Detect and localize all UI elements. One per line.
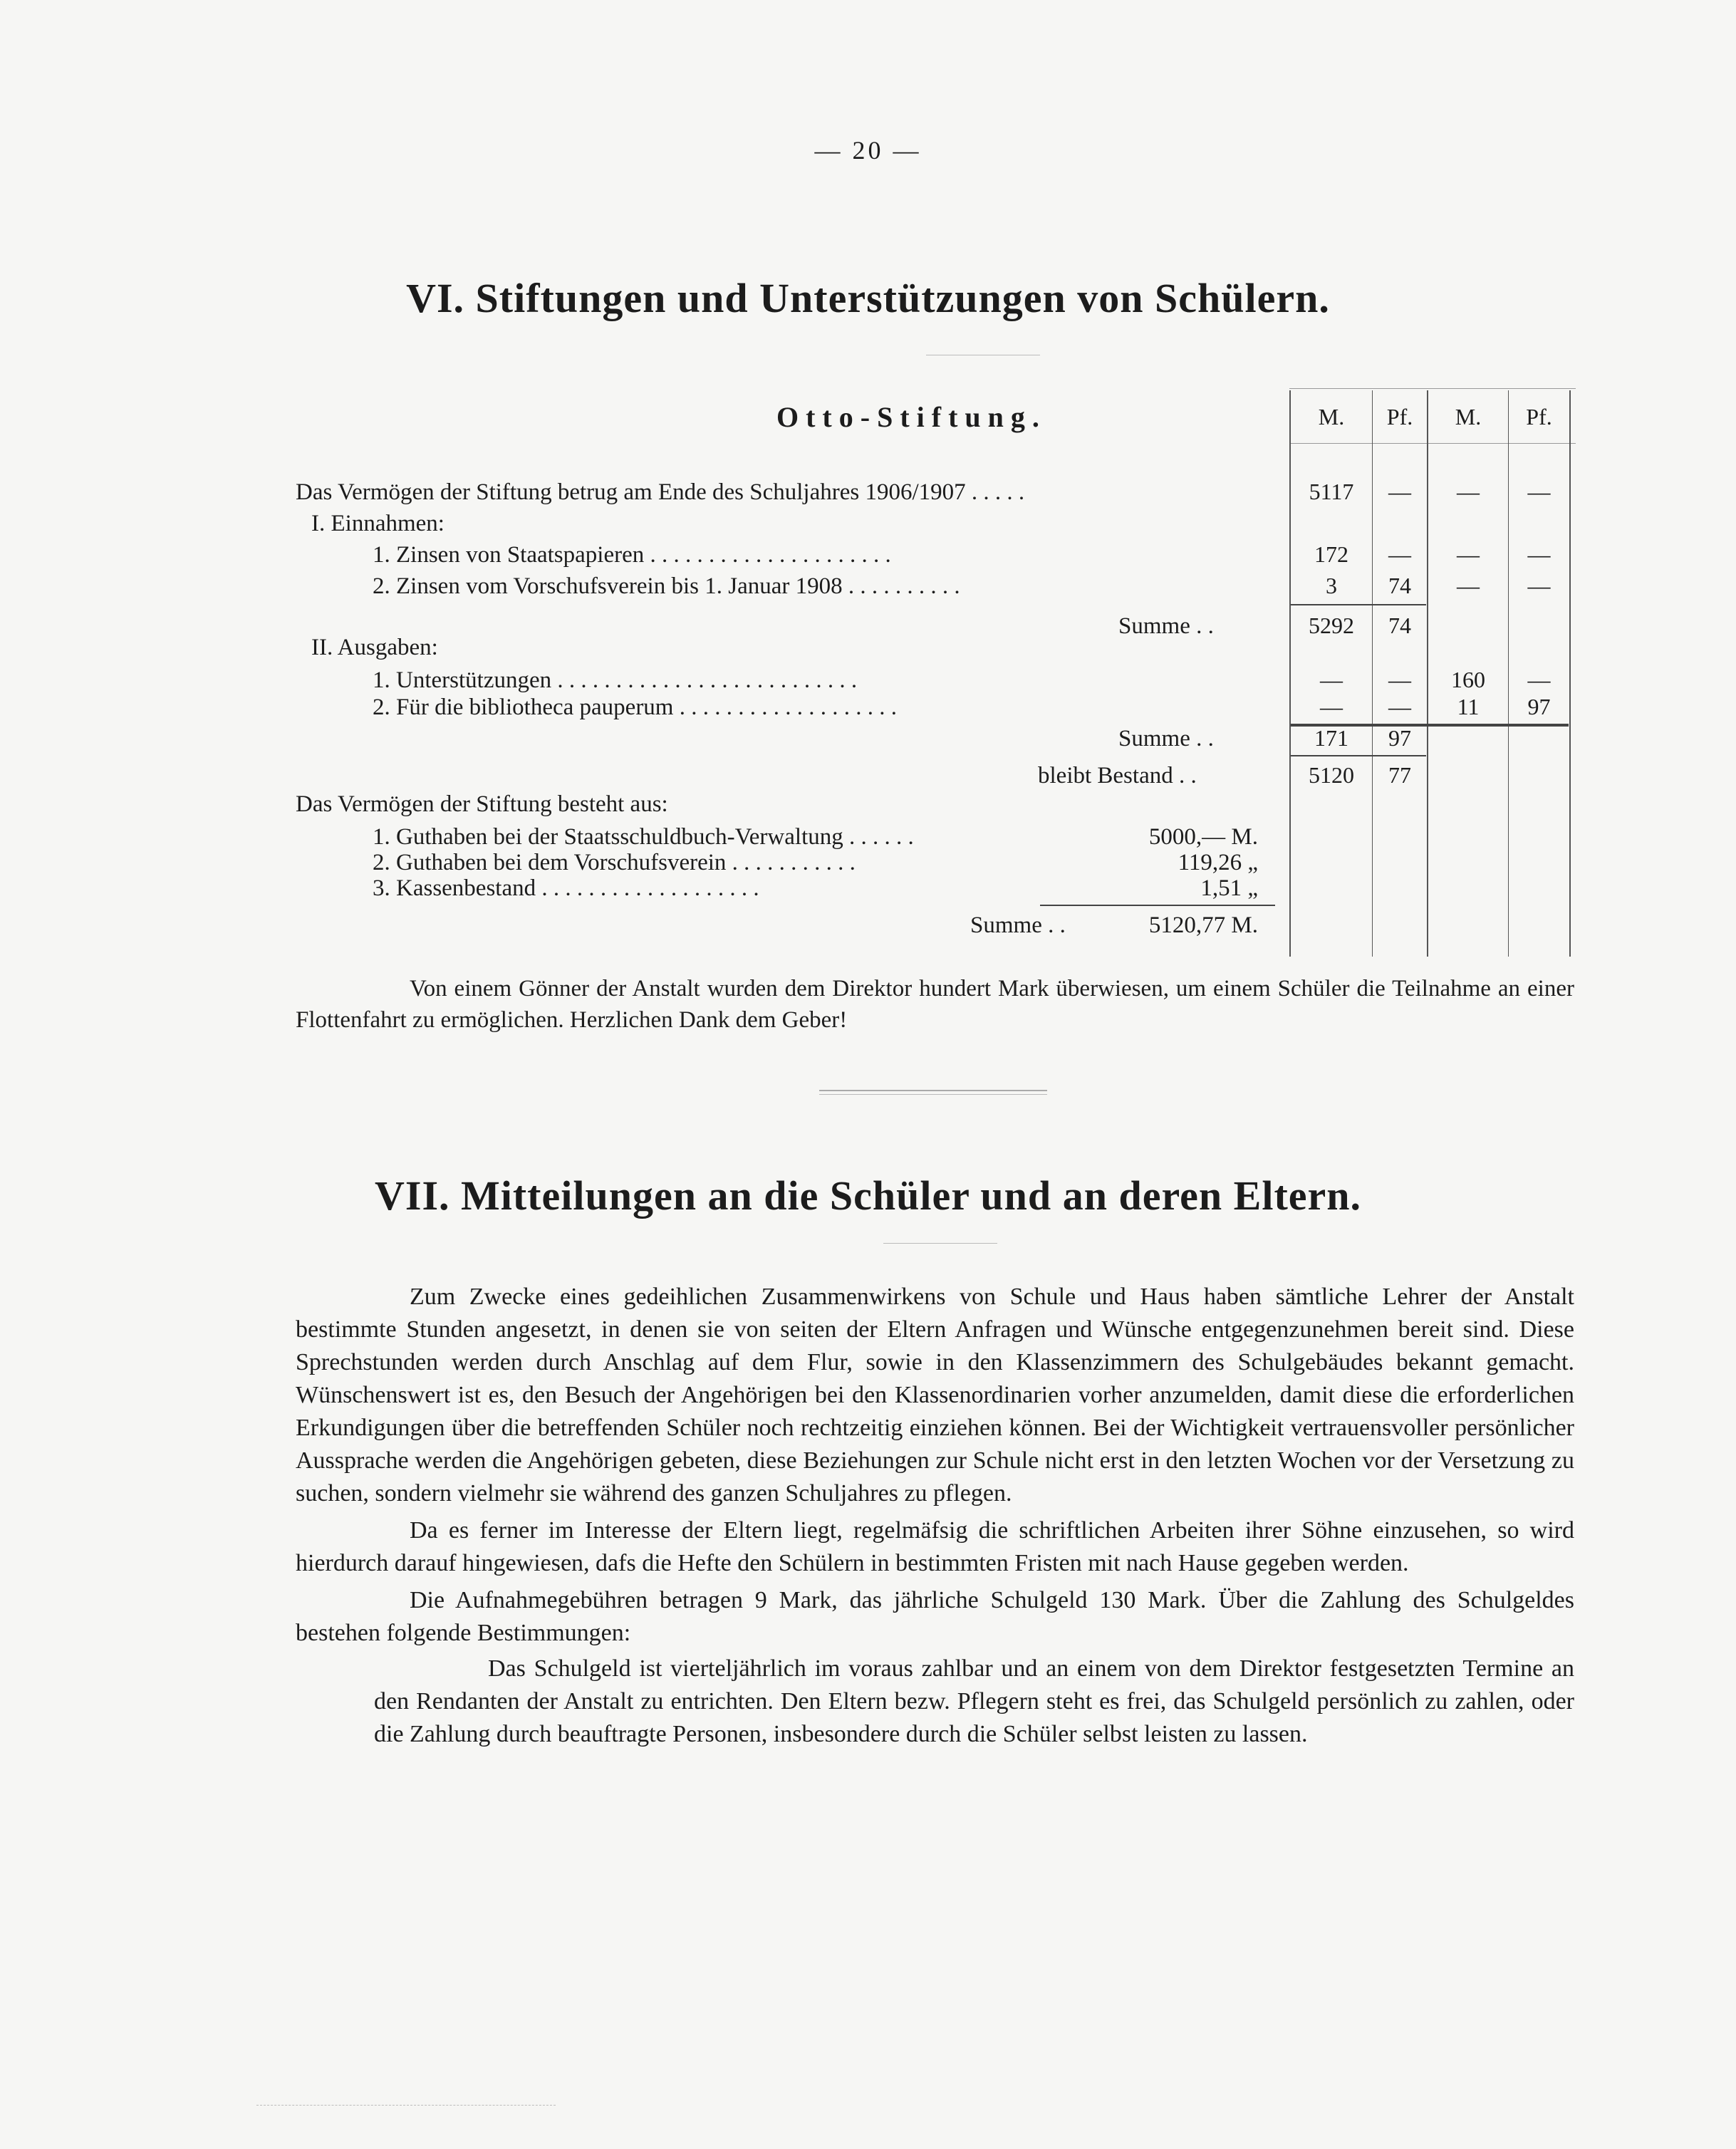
col-rule <box>1569 390 1571 957</box>
ledger-cell: — <box>1388 667 1411 692</box>
ledger-cell: 160 <box>1451 667 1485 692</box>
assets-intro: Das Vermögen der Stiftung besteht aus: <box>296 791 668 817</box>
section6-title: VI. Stiftungen und Unterstützungen von Schülern. <box>406 275 1330 321</box>
table-top-rule <box>1289 388 1576 389</box>
asset-label: 2. Guthaben bei dem Vorschufsverein . . . . . . . . . . . <box>373 850 856 875</box>
scan-artifact-line <box>256 2105 556 2106</box>
ledger-cell: — <box>1388 694 1411 719</box>
ledger-cell: 5292 <box>1309 613 1354 638</box>
ledger-row-label: 2. Für die bibliotheca pauperum . . . . . . . . . . . . . . . . . . . <box>373 694 897 720</box>
ledger-row-label: Summe . . <box>1118 726 1214 751</box>
assets-sum-rule <box>1040 905 1275 906</box>
header-pfennig-1: Pf. <box>1386 404 1413 430</box>
ledger-cell: — <box>1457 541 1480 567</box>
ledger-cell: 74 <box>1388 613 1411 638</box>
ledger-row-label: 1. Zinsen von Staatspapieren . . . . . . . . . . . . . . . . . . . . . <box>373 542 891 568</box>
ledger-row-label: 2. Zinsen vom Vorschufsverein bis 1. Januar 1908 . . . . . . . . . . <box>373 573 960 599</box>
paragraph-regulation: Das Schulgeld ist vierteljährlich im voraus zahlbar und an einem von dem Direktor festgesetzten Termine an den Rendanten der Anstalt zu entrichten. Den Eltern bezw. Pflegern steht es frei, das Schulgeld persönlich zu zahlen, oder die Zahlung durch beauftragte Personen, insbesondere durch die Schüler selbst leisten zu lassen. <box>374 1655 1574 1747</box>
ledger-cell: — <box>1527 573 1551 598</box>
assets-sum-amount: 5120,77 M. <box>1148 912 1258 938</box>
sum-rule <box>1291 755 1426 756</box>
ledger-cell: — <box>1388 541 1411 567</box>
ledger-cell: — <box>1527 541 1551 567</box>
ledger-row-label: Summe . . <box>1118 613 1214 639</box>
section7-body <box>296 1281 1574 1751</box>
ledger-cell: 171 <box>1314 725 1348 751</box>
asset-amount: 5000,— M. <box>1148 824 1258 850</box>
ledger-cell: — <box>1527 667 1551 692</box>
ledger-cell: 3 <box>1326 573 1337 598</box>
donation-note: Von einem Gönner der Anstalt wurden dem Direktor hundert Mark überwiesen, um einem Schüler die Teilnahme an einer Flottenfahrt zu ermöglichen. Herzlichen Dank dem Geber! <box>296 976 1574 1033</box>
table-header-rule <box>1289 443 1576 444</box>
ledger-cell: — <box>1457 573 1480 598</box>
paragraph: Die Aufnahmegebühren betragen 9 Mark, das jährliche Schulgeld 130 Mark. Über die Zahlung des Schulgeldes bestehen folgende Bestimmungen: <box>296 1587 1574 1646</box>
asset-amount: 1,51 „ <box>1200 875 1258 901</box>
ledger-cell: — <box>1527 479 1551 504</box>
ledger-cell: 97 <box>1388 725 1411 751</box>
otto-stiftung-heading: Otto-Stiftung. <box>776 401 1046 433</box>
ledger-row-label: II. Ausgaben: <box>311 635 438 660</box>
ledger-row-label: bleibt Bestand . . <box>1038 763 1197 789</box>
ledger-cell: — <box>1457 479 1480 504</box>
ledger-row-label: Das Vermögen der Stiftung betrug am Ende des Schuljahres 1906/1907 . . . . . <box>296 479 1025 505</box>
paragraph: Da es ferner im Interesse der Eltern liegt, regelmäfsig die schriftlichen Arbeiten ihrer Söhne einzusehen, so wird hierdurch darauf hingewiesen, dafs die Hefte den Schülern in bestimmten Fristen mit nach Hause gegeben werden. <box>296 1517 1574 1576</box>
ledger-cell: 5120 <box>1309 762 1354 788</box>
ledger-cell: 172 <box>1314 541 1348 567</box>
sum-rule <box>1291 604 1426 605</box>
assets-sum-label: Summe . . <box>970 912 1066 938</box>
section7-title: VII. Mitteilungen an die Schüler und an deren Eltern. <box>374 1172 1362 1219</box>
ledger-cell: — <box>1320 694 1343 719</box>
ledger-cell: 74 <box>1388 573 1411 598</box>
header-mark-2: M. <box>1455 404 1482 430</box>
asset-label: 3. Kassenbestand . . . . . . . . . . . . . . . . . . . <box>373 875 759 901</box>
ledger-cell: 77 <box>1388 762 1411 788</box>
ledger-cell: 5117 <box>1309 479 1354 504</box>
ledger-cell: — <box>1320 667 1343 692</box>
paragraph: Zum Zwecke eines gedeihlichen Zusammenwirkens von Schule und Haus haben sämtliche Lehrer der Anstalt bestimmte Stunden angesetzt, in denen sie von seiten der Eltern Anfragen und Wünsche entgegenzunehmen bereit sind. Diese Sprechstunden werden durch Anschlag auf dem Flur, sowie in den Klassenzimmern des Schulgebäudes bekannt gemacht. Wünschenswert ist es, den Besuch der Angehörigen bei den Klassenordinarien vorher anzumelden, damit diese die erforderlichen Erkundigungen über die betreffenden Schüler noch rechtzeitig einziehen können. Bei der Wichtigkeit vertrauensvoller persönlicher Aussprache werden die Angehörigen gebeten, diese Beziehungen zur Schule nicht erst in den letzten Wochen vor der Versetzung zu suchen, sondern vielmehr sie während des ganzen Schuljahres zu pflegen. <box>296 1284 1574 1507</box>
header-mark-1: M. <box>1318 404 1345 430</box>
ledger-cell: 97 <box>1527 694 1551 719</box>
ledger-row-label: 1. Unterstützungen . . . . . . . . . . . . . . . . . . . . . . . . . . <box>373 667 858 693</box>
header-pfennig-2: Pf. <box>1526 404 1552 430</box>
asset-amount: 119,26 „ <box>1178 850 1258 875</box>
section-divider <box>819 1090 1047 1095</box>
asset-label: 1. Guthaben bei der Staatsschuldbuch-Verwaltung . . . . . . <box>373 824 914 850</box>
ledger-cell: — <box>1388 479 1411 504</box>
page-number: — 20 — <box>814 136 922 165</box>
title-rule <box>883 1243 997 1244</box>
ledger-row-label: I. Einnahmen: <box>311 511 445 536</box>
ledger-cell: 11 <box>1457 694 1480 719</box>
